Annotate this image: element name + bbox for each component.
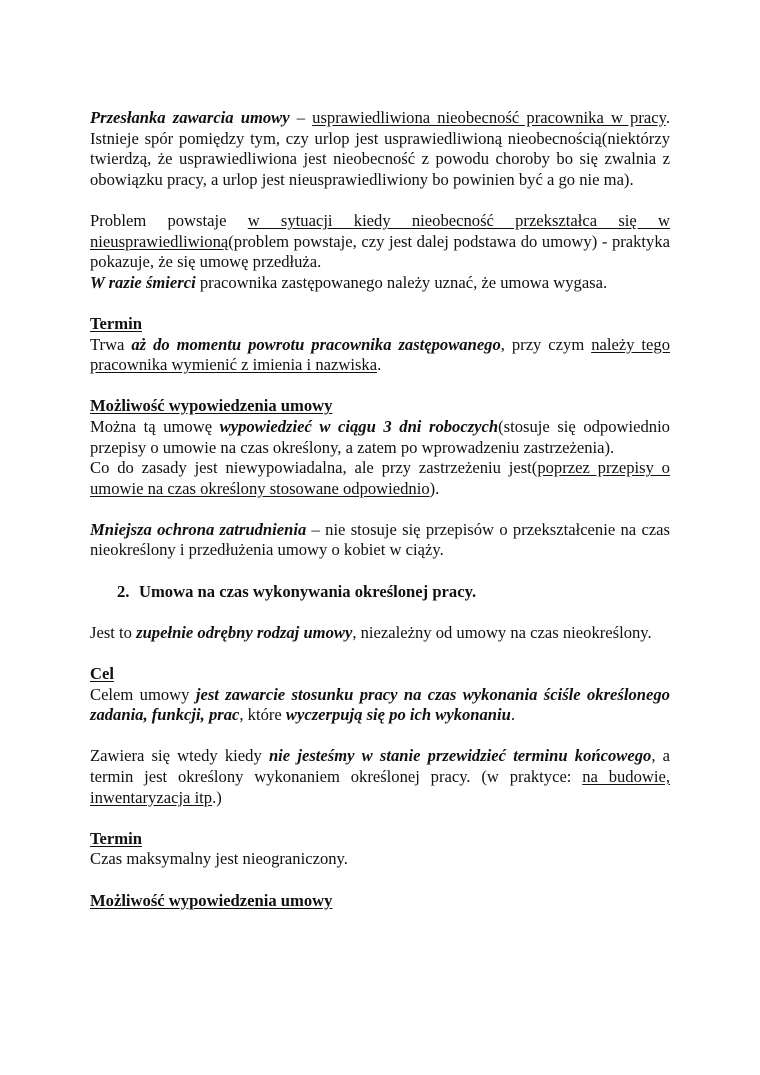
text: Co do zasady jest niewypowiadalna, ale przy zastrzeżeniu jest( xyxy=(90,458,538,478)
text: Trwa xyxy=(90,334,132,354)
text: Celem umowy xyxy=(90,684,196,704)
heading-wypowiedzenie-2: Możliwość wypowiedzenia umowy xyxy=(90,890,333,910)
text: , przy czym xyxy=(500,334,592,354)
section-heading-2 xyxy=(117,582,670,603)
term-przeslanka: Przesłanka zawarcia umowy xyxy=(90,108,290,127)
paragraph-termin xyxy=(90,335,670,376)
paragraph-zasada xyxy=(90,458,670,499)
underlined-text: należy tego pracownika wymienić z imienia i nazwiska xyxy=(90,334,670,375)
emphasis: wyczerpują się po ich wykonaniu xyxy=(285,705,511,725)
text: , niezależny od umowy na czas nieokreślony. xyxy=(352,622,652,642)
text: .) xyxy=(212,787,222,807)
term-smierc: W razie śmierci xyxy=(90,272,196,292)
underlined-text: usprawiedliwiona nieobecność pracownika w pracy xyxy=(312,108,666,127)
text: (problem powstaje, czy jest dalej podstawa do umowy) - praktyka pokazuje, że się umowę przedłuża. xyxy=(90,231,670,272)
paragraph-zawiera xyxy=(90,746,670,808)
paragraph-ochrona xyxy=(90,520,670,561)
paragraph-rodzaj xyxy=(90,623,670,644)
text: , a termin jest określony wykonaniem określonej pracy. (w praktyce: xyxy=(90,746,671,786)
emphasis: nie jesteśmy w stanie przewidzieć terminu końcowego xyxy=(268,746,652,766)
text: Zawiera się wtedy kiedy xyxy=(90,746,269,766)
text: – nie stosuje się przepisów o przekształcenie na czas nieokreślony i przedłużenia umowy o kobiet w ciąży. xyxy=(90,519,671,560)
text: Można tą umowę xyxy=(90,416,220,436)
section-number: 2. xyxy=(117,581,130,601)
text: pracownika zastępowanego należy uznać, że umowa wygasa. xyxy=(195,272,608,292)
emphasis: aż do momentu powrotu pracownika zastępowanego xyxy=(131,334,501,354)
text: Jest to xyxy=(90,622,137,642)
paragraph-przeslanka xyxy=(90,108,670,190)
underlined-text: na budowie, inwentaryzacja itp xyxy=(90,767,670,807)
underlined-text: w sytuacji kiedy nieobecność przekształca się w nieusprawiedliwioną xyxy=(90,210,671,251)
term-ochrona: Mniejsza ochrona zatrudnienia xyxy=(90,519,307,539)
text: Problem powstaje xyxy=(90,210,248,230)
text: – xyxy=(289,108,313,127)
heading-termin: Termin xyxy=(90,313,142,333)
emphasis: wypowiedzieć w ciągu 3 dni roboczych xyxy=(219,416,499,436)
paragraph-termin-2: Czas maksymalny jest nieograniczony. xyxy=(90,849,348,869)
heading-wypowiedzenie: Możliwość wypowiedzenia umowy xyxy=(90,396,333,416)
text: . Istnieje spór pomiędzy tym, czy urlop jest usprawiedliwioną nieobecnością(niektórzy twierdzą, że usprawiedliwiona jest nieobecność z powodu choroby bo się zwalnia z obowiązku pracy, a urlop jest nieusprawiedliwiony bo powinien być a go nie ma). xyxy=(90,108,670,189)
emphasis: zupełnie odrębny rodzaj umowy xyxy=(136,622,353,642)
paragraph-problem xyxy=(90,211,670,293)
paragraph-wypowiedzenie xyxy=(90,417,670,458)
text: . xyxy=(377,355,382,375)
paragraph-cel xyxy=(90,685,670,726)
text: . xyxy=(510,705,516,725)
text: ). xyxy=(429,478,440,498)
text: , które xyxy=(239,705,286,725)
underlined-text: poprzez przepisy o umowie na czas określony stosowane odpowiednio xyxy=(90,458,670,498)
text: (stosuje się odpowiednio przepisy o umowie na czas określony, a zatem po wprowadzeniu zastrzeżenia). xyxy=(90,416,670,457)
emphasis: jest zawarcie stosunku pracy na czas wykonania ściśle określonego zadania, funkcji, prac xyxy=(90,684,670,725)
heading-cel: Cel xyxy=(90,664,114,684)
section-title: Umowa na czas wykonywania określonej pracy. xyxy=(139,581,477,601)
heading-termin-2: Termin xyxy=(90,828,142,848)
document-page xyxy=(90,108,670,911)
